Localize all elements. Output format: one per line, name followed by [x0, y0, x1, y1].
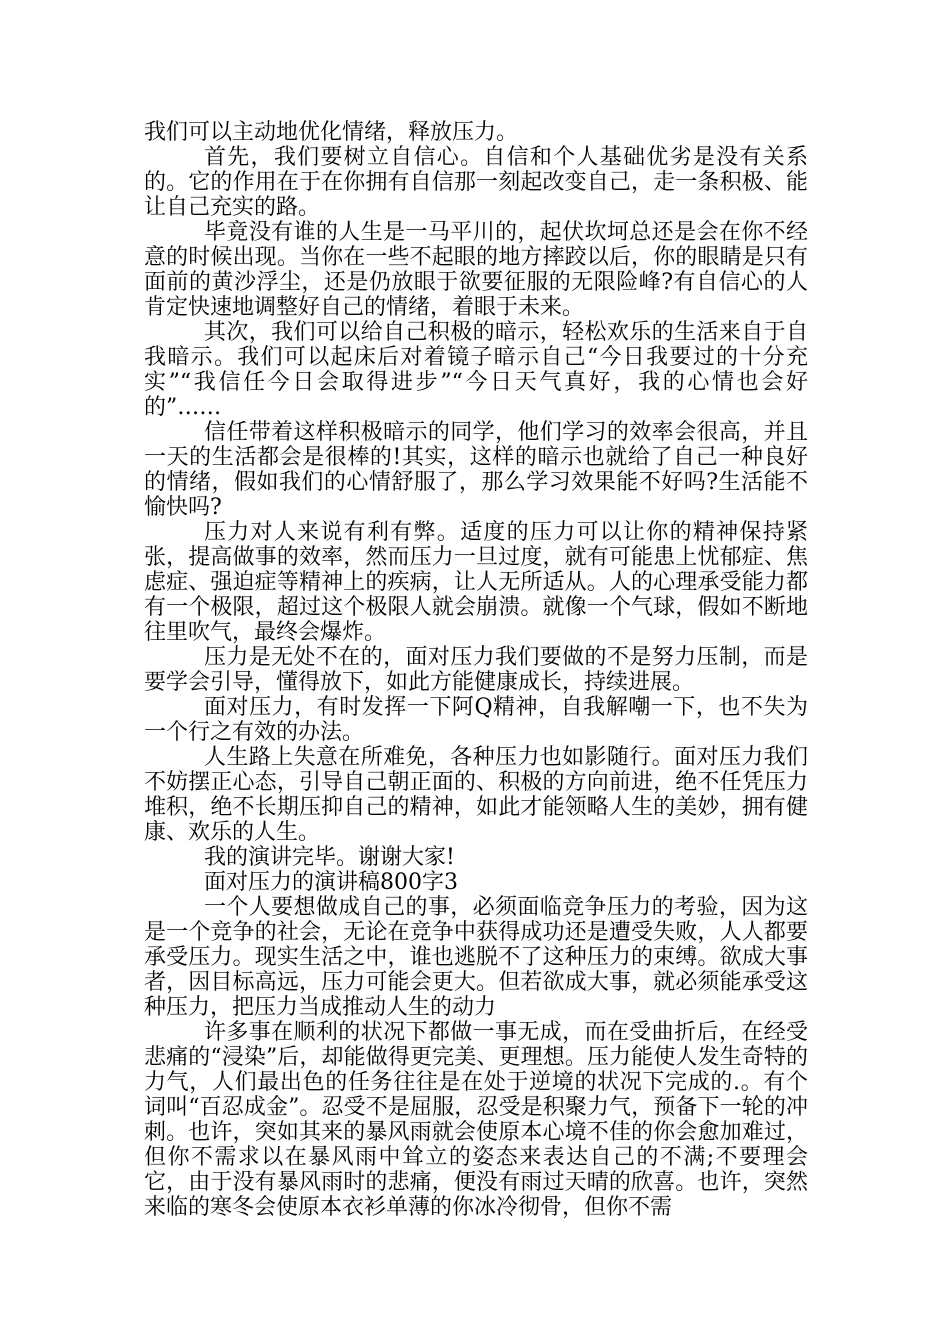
paragraph: 压力是无处不在的，面对压力我们要做的不是努力压制，而是要学会引导，懂得放下，如此方能健康成长，持续进展。 [144, 645, 808, 695]
paragraph: 人生路上失意在所难免，各种压力也如影随行。面对压力我们不妨摆正心态，引导自己朝正面的、积极的方向前进，绝不任凭压力堆积，绝不长期压抑自己的精神，如此才能领略人生的美妙，拥有健康、欢乐的人生。 [144, 745, 808, 845]
paragraph: 压力对人来说有利有弊。适度的压力可以让你的精神保持紧张，提高做事的效率，然而压力一旦过度，就有可能患上忧郁症、焦虑症、强迫症等精神上的疾病，让人无所适从。人的心理承受能力都有一个极限，超过这个极限人就会崩溃。就像一个气球，假如不断地往里吹气，最终会爆炸。 [144, 520, 808, 645]
closing-line: 我的演讲完毕。谢谢大家! [204, 845, 455, 870]
paragraph: 信任带着这样积极暗示的同学，他们学习的效率会很高，并且一天的生活都会是很棒的!其实，这样的暗示也就给了自己一种良好的情绪，假如我们的心情舒服了，那么学习效果能不好吗?生活能不愉快吗? [144, 420, 808, 520]
paragraph: 许多事在顺利的状况下都做一事无成，而在受曲折后，在经受悲痛的“浸染”后，却能做得更完美、更理想。压力能使人发生奇特的力气，人们最出色的任务往往是在处于逆境的状况下完成的.。有个词叫“百忍成金”。忍受不是屈服，忍受是积聚力气，预备下一轮的冲刺。也许，突如其来的暴风雨就会使原本心境不佳的你会愈加难过，但你不需求以在暴风雨中耸立的姿态来表达自己的不满;不要理会它，由于没有暴风雨时的悲痛，便没有雨过天晴的欣喜。也许，突然来临的寒冬会使原本衣衫单薄的你冰冷彻骨，但你不需 [144, 1020, 808, 1220]
paragraph: 我们可以主动地优化情绪，释放压力。 [144, 120, 519, 145]
paragraph: 其次，我们可以给自己积极的暗示，轻松欢乐的生活来自于自我暗示。我们可以起床后对着镜子暗示自己“今日我要过的十分充实”“我信任今日会取得进步”“今日天气真好，我的心情也会好的”…… [144, 320, 808, 420]
paragraph: 面对压力，有时发挥一下阿Q精神，自我解嘲一下，也不失为一个行之有效的办法。 [144, 695, 808, 745]
paragraph: 毕竟没有谁的人生是一马平川的，起伏坎坷总还是会在你不经意的时候出现。当你在一些不起眼的地方摔跤以后，你的眼睛是只有面前的黄沙浮尘，还是仍放眼于欲要征服的无限险峰?有自信心的人肯定快速地调整好自己的情绪，着眼于未来。 [144, 220, 808, 320]
document-page [144, 120, 808, 1220]
section-heading: 面对压力的演讲稿800字3 [204, 870, 458, 895]
paragraph: 一个人要想做成自己的事，必须面临竞争压力的考验，因为这是一个竞争的社会，无论在竞争中获得成功还是遭受失败，人人都要承受压力。现实生活之中，谁也逃脱不了这种压力的束缚。欲成大事者，因目标高远，压力可能会更大。但若欲成大事，就必须能承受这种压力，把压力当成推动人生的动力 [144, 895, 808, 1020]
paragraph: 首先，我们要树立自信心。自信和个人基础优劣是没有关系的。它的作用在于在你拥有自信那一刻起改变自己，走一条积极、能让自己充实的路。 [144, 145, 808, 220]
